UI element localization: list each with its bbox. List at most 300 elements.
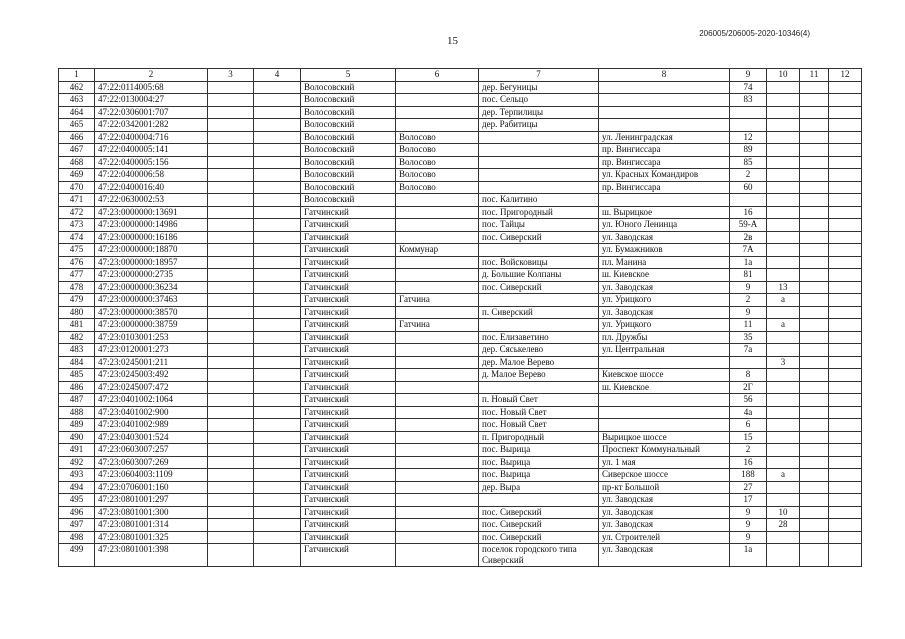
table-cell: Волосовский — [301, 194, 396, 207]
table-cell — [829, 331, 862, 344]
table-cell: 1а — [730, 544, 767, 567]
table-row — [59, 494, 862, 507]
table-cell — [829, 431, 862, 444]
table-cell — [800, 506, 829, 519]
table-cell: пр. Вингиссара — [599, 181, 730, 194]
table-cell: 47:23:0245003:492 — [95, 369, 208, 382]
table-cell — [208, 369, 254, 382]
table-cell — [208, 506, 254, 519]
table-cell — [767, 206, 800, 219]
table-cell — [829, 419, 862, 432]
table-row — [59, 81, 862, 94]
table-row — [59, 144, 862, 157]
table-cell — [254, 369, 301, 382]
table-cell — [800, 219, 829, 232]
table-cell: 471 — [59, 194, 95, 207]
table-cell: пр. Вингиссара — [599, 156, 730, 169]
table-cell — [208, 544, 254, 567]
table-cell: пос. Сельцо — [479, 94, 599, 107]
table-cell: Волосовский — [301, 144, 396, 157]
table-cell — [396, 231, 479, 244]
table-cell — [829, 519, 862, 532]
table-cell — [767, 219, 800, 232]
table-cell: Гатчинский — [301, 506, 396, 519]
table-cell: пос. Сиверский — [479, 531, 599, 544]
table-cell — [254, 231, 301, 244]
table-cell — [396, 344, 479, 357]
table-cell: Гатчинский — [301, 244, 396, 257]
table-cell — [479, 156, 599, 169]
table-cell — [396, 331, 479, 344]
table-cell: 2в — [730, 231, 767, 244]
table-cell: 47:23:0000000:38759 — [95, 319, 208, 332]
table-cell: 74 — [730, 81, 767, 94]
table-cell — [479, 319, 599, 332]
table-cell — [599, 419, 730, 432]
table-cell — [254, 269, 301, 282]
table-cell: 35 — [730, 331, 767, 344]
table-cell: 477 — [59, 269, 95, 282]
table-row — [59, 106, 862, 119]
table-cell: пос. Елизаветино — [479, 331, 599, 344]
table-cell: Сиверское шоссе — [599, 469, 730, 482]
table-cell: дер. Выра — [479, 481, 599, 494]
table-cell: 2Г — [730, 381, 767, 394]
table-cell — [800, 519, 829, 532]
table-cell: Волосовский — [301, 106, 396, 119]
table-cell — [479, 181, 599, 194]
table-cell — [396, 219, 479, 232]
table-cell — [829, 544, 862, 567]
table-cell — [254, 444, 301, 457]
table-cell: 483 — [59, 344, 95, 357]
table-cell — [800, 269, 829, 282]
table-cell — [800, 331, 829, 344]
table-cell: Гатчинский — [301, 531, 396, 544]
table-row — [59, 319, 862, 332]
table-cell — [208, 494, 254, 507]
table-cell: 462 — [59, 81, 95, 94]
table-cell — [254, 119, 301, 132]
table-row — [59, 306, 862, 319]
table-cell: 7А — [730, 244, 767, 257]
table-cell: Гатчинский — [301, 456, 396, 469]
table-cell — [829, 194, 862, 207]
table-cell — [254, 494, 301, 507]
table-cell — [396, 406, 479, 419]
table-cell — [767, 494, 800, 507]
table-cell: 47:22:0306001:707 — [95, 106, 208, 119]
table-cell: 493 — [59, 469, 95, 482]
table-cell — [208, 431, 254, 444]
table-cell: пл. Манина — [599, 256, 730, 269]
table-cell: 468 — [59, 156, 95, 169]
table-cell: 47:23:0000000:16186 — [95, 231, 208, 244]
table-cell: поселок городского типа Сиверский — [479, 544, 599, 567]
table-cell — [396, 281, 479, 294]
table-cell — [254, 244, 301, 257]
table-cell — [767, 194, 800, 207]
table-cell — [800, 81, 829, 94]
table-cell: п. Сиверский — [479, 306, 599, 319]
table-cell: 89 — [730, 144, 767, 157]
table-cell: 47:22:0400004:716 — [95, 131, 208, 144]
table-cell: 9 — [730, 531, 767, 544]
table-row — [59, 94, 862, 107]
table-cell: д. Малое Верево — [479, 369, 599, 382]
table-cell: 497 — [59, 519, 95, 532]
table-cell: ш. Киевское — [599, 269, 730, 282]
table-cell — [800, 194, 829, 207]
table-cell: ул. Красных Командиров — [599, 169, 730, 182]
table-cell: 491 — [59, 444, 95, 457]
table-cell — [800, 181, 829, 194]
table-cell: 481 — [59, 319, 95, 332]
table-cell — [396, 419, 479, 432]
table-cell: 4а — [730, 406, 767, 419]
table-cell — [254, 94, 301, 107]
table-row — [59, 356, 862, 369]
table-row — [59, 181, 862, 194]
table-cell: ул. Бумажников — [599, 244, 730, 257]
table-cell — [767, 106, 800, 119]
table-row — [59, 544, 862, 567]
table-cell — [829, 369, 862, 382]
table-cell — [208, 131, 254, 144]
table-cell: Гатчинский — [301, 406, 396, 419]
table-cell: Гатчинский — [301, 331, 396, 344]
table-cell: 9 — [730, 306, 767, 319]
table-cell — [800, 431, 829, 444]
table-cell — [767, 131, 800, 144]
table-cell — [254, 506, 301, 519]
table-cell: 479 — [59, 294, 95, 307]
table-cell: ул. Заводская — [599, 519, 730, 532]
table-cell — [829, 81, 862, 94]
table-cell — [829, 406, 862, 419]
table-cell — [599, 119, 730, 132]
table-cell — [396, 444, 479, 457]
table-cell: пос. Вырица — [479, 469, 599, 482]
table-cell — [254, 456, 301, 469]
document-number: 206005/206005-2020-10346(4) — [699, 29, 810, 38]
table-cell — [599, 94, 730, 107]
table-cell: 47:23:0801001:314 — [95, 519, 208, 532]
table-cell — [208, 519, 254, 532]
table-cell — [767, 331, 800, 344]
table-cell — [829, 494, 862, 507]
table-row — [59, 456, 862, 469]
table-cell — [767, 456, 800, 469]
table-cell — [800, 444, 829, 457]
table-cell: ул. Заводская — [599, 506, 730, 519]
table-cell — [208, 319, 254, 332]
column-header: 8 — [599, 69, 730, 82]
table-cell: пос. Калитино — [479, 194, 599, 207]
table-cell: ул. Заводская — [599, 306, 730, 319]
table-cell: 47:23:0103001:253 — [95, 331, 208, 344]
table-cell: 494 — [59, 481, 95, 494]
table-cell: Волосовский — [301, 169, 396, 182]
column-header: 5 — [301, 69, 396, 82]
table-cell: Волосово — [396, 169, 479, 182]
table-cell — [800, 281, 829, 294]
table-cell — [208, 481, 254, 494]
table-cell — [396, 469, 479, 482]
table-cell — [800, 94, 829, 107]
table-cell: 47:22:0400006:58 — [95, 169, 208, 182]
table-cell — [396, 106, 479, 119]
table-cell: 465 — [59, 119, 95, 132]
table-cell — [254, 381, 301, 394]
table-cell: Волосовский — [301, 181, 396, 194]
table-cell: Гатчина — [396, 319, 479, 332]
table-cell — [208, 106, 254, 119]
table-cell — [396, 544, 479, 567]
table-cell: 81 — [730, 269, 767, 282]
table-cell — [396, 119, 479, 132]
table-cell — [254, 431, 301, 444]
table-cell — [800, 156, 829, 169]
table-row — [59, 481, 862, 494]
table-cell: 47:23:0000000:18957 — [95, 256, 208, 269]
table-cell — [396, 481, 479, 494]
table-cell — [599, 356, 730, 369]
table-cell: Гатчинский — [301, 519, 396, 532]
table-cell: Гатчинский — [301, 356, 396, 369]
table-row — [59, 156, 862, 169]
table-cell — [767, 144, 800, 157]
table-cell: Гатчинский — [301, 494, 396, 507]
table-cell: п. Пригородный — [479, 431, 599, 444]
table-cell — [800, 381, 829, 394]
table-row — [59, 256, 862, 269]
table-cell — [829, 256, 862, 269]
table-cell: пос. Пригородный — [479, 206, 599, 219]
table-cell: ш. Вырицкое — [599, 206, 730, 219]
table-cell — [829, 231, 862, 244]
table-cell: пос. Вырица — [479, 456, 599, 469]
table-cell — [254, 406, 301, 419]
table-cell — [396, 306, 479, 319]
table-cell — [254, 394, 301, 407]
table-cell: пос. Сиверский — [479, 506, 599, 519]
table-cell: 83 — [730, 94, 767, 107]
table-cell — [208, 119, 254, 132]
table-cell — [767, 381, 800, 394]
table-cell: ул. Ленинградская — [599, 131, 730, 144]
table-cell: 3 — [767, 356, 800, 369]
table-cell: Гатчинский — [301, 419, 396, 432]
table-cell — [396, 494, 479, 507]
table-cell: дер. Сяськелево — [479, 344, 599, 357]
table-cell — [767, 531, 800, 544]
table-cell: ул. Центральная — [599, 344, 730, 357]
table-row — [59, 419, 862, 432]
table-cell — [829, 281, 862, 294]
table-cell — [208, 256, 254, 269]
table-cell — [800, 294, 829, 307]
table-cell: Коммунар — [396, 244, 479, 257]
table-row — [59, 344, 862, 357]
table-cell — [208, 456, 254, 469]
table-cell: пос. Войсковицы — [479, 256, 599, 269]
table-cell — [800, 319, 829, 332]
table-cell — [479, 169, 599, 182]
table-cell — [599, 194, 730, 207]
table-cell — [800, 119, 829, 132]
column-header: 12 — [829, 69, 862, 82]
table-cell — [800, 231, 829, 244]
table-cell — [800, 456, 829, 469]
table-cell: дер. Рабитицы — [479, 119, 599, 132]
table-cell — [829, 381, 862, 394]
table-cell: Гатчинский — [301, 469, 396, 482]
table-cell — [208, 81, 254, 94]
table-cell — [800, 419, 829, 432]
table-cell — [829, 469, 862, 482]
table-cell: 6 — [730, 419, 767, 432]
table-cell: Гатчинский — [301, 256, 396, 269]
table-cell: дер. Терпилицы — [479, 106, 599, 119]
table-cell — [396, 369, 479, 382]
table-cell: 490 — [59, 431, 95, 444]
table-cell: 11 — [730, 319, 767, 332]
table-cell — [829, 306, 862, 319]
table-cell: Проспект Коммунальный — [599, 444, 730, 457]
table-cell: Гатчинский — [301, 544, 396, 567]
table-cell: Киевское шоссе — [599, 369, 730, 382]
table-cell: пос. Сиверский — [479, 519, 599, 532]
table-cell: 47:23:0801001:325 — [95, 531, 208, 544]
table-cell — [208, 231, 254, 244]
table-cell — [730, 194, 767, 207]
table-cell: ул. Заводская — [599, 231, 730, 244]
table-cell: 60 — [730, 181, 767, 194]
table-cell — [254, 519, 301, 532]
table-cell — [829, 269, 862, 282]
table-cell — [829, 319, 862, 332]
table-cell: дер. Бегуницы — [479, 81, 599, 94]
table-row — [59, 531, 862, 544]
table-cell: Волосово — [396, 131, 479, 144]
table-cell — [208, 169, 254, 182]
table-cell — [254, 106, 301, 119]
table-cell: Гатчинский — [301, 281, 396, 294]
table-cell — [254, 344, 301, 357]
table-cell: 47:23:0120001:273 — [95, 344, 208, 357]
table-cell — [479, 494, 599, 507]
table-cell: 47:23:0245001:211 — [95, 356, 208, 369]
table-cell: 27 — [730, 481, 767, 494]
table-cell — [829, 94, 862, 107]
table-cell — [479, 294, 599, 307]
table-cell: дер. Малое Верево — [479, 356, 599, 369]
table-cell — [208, 306, 254, 319]
table-cell — [767, 269, 800, 282]
table-cell — [800, 306, 829, 319]
table-cell: 47:23:0603007:257 — [95, 444, 208, 457]
table-cell: 47:22:0400016:40 — [95, 181, 208, 194]
table-cell: Гатчинский — [301, 306, 396, 319]
table-row — [59, 331, 862, 344]
table-cell — [800, 169, 829, 182]
table-cell: 59-А — [730, 219, 767, 232]
table-cell — [208, 356, 254, 369]
table-row — [59, 219, 862, 232]
table-cell: п. Новый Свет — [479, 394, 599, 407]
table-cell — [254, 469, 301, 482]
table-cell — [829, 506, 862, 519]
table-cell: 47:22:0400005:141 — [95, 144, 208, 157]
table-cell — [800, 469, 829, 482]
table-cell — [829, 394, 862, 407]
table-cell — [829, 531, 862, 544]
table-cell — [800, 206, 829, 219]
table-cell — [254, 281, 301, 294]
table-cell: 28 — [767, 519, 800, 532]
table-cell: 47:22:0630002:53 — [95, 194, 208, 207]
table-cell — [396, 81, 479, 94]
table-cell: 487 — [59, 394, 95, 407]
column-header: 9 — [730, 69, 767, 82]
table-cell — [829, 344, 862, 357]
register-table — [58, 68, 862, 567]
table-row — [59, 506, 862, 519]
table-cell: 467 — [59, 144, 95, 157]
table-cell: 476 — [59, 256, 95, 269]
table-cell: Вырицкое шоссе — [599, 431, 730, 444]
table-cell: 464 — [59, 106, 95, 119]
table-cell — [254, 144, 301, 157]
table-cell: 47:23:0401002:900 — [95, 406, 208, 419]
table-row — [59, 431, 862, 444]
table-cell: 492 — [59, 456, 95, 469]
table-cell — [829, 119, 862, 132]
table-row — [59, 194, 862, 207]
table-row — [59, 131, 862, 144]
table-cell: Гатчинский — [301, 431, 396, 444]
column-header: 11 — [800, 69, 829, 82]
table-cell — [767, 306, 800, 319]
table-cell: 47:23:0000000:18870 — [95, 244, 208, 257]
table-cell: пос. Сиверский — [479, 281, 599, 294]
table-row — [59, 294, 862, 307]
table-cell: 472 — [59, 206, 95, 219]
table-cell — [599, 81, 730, 94]
table-cell: 499 — [59, 544, 95, 567]
table-cell: 9 — [730, 519, 767, 532]
table-cell: 2 — [730, 169, 767, 182]
table-cell: пр. Вингиссара — [599, 144, 730, 157]
table-cell — [208, 294, 254, 307]
table-cell: пл. Дружбы — [599, 331, 730, 344]
table-cell: Гатчинский — [301, 269, 396, 282]
table-row — [59, 169, 862, 182]
table-cell — [208, 244, 254, 257]
table-cell — [829, 456, 862, 469]
table-cell: 47:23:0801001:398 — [95, 544, 208, 567]
table-cell — [479, 381, 599, 394]
table-cell — [396, 206, 479, 219]
table-cell — [254, 319, 301, 332]
table-cell: 47:22:0130004:27 — [95, 94, 208, 107]
table-cell — [800, 356, 829, 369]
column-header: 10 — [767, 69, 800, 82]
table-cell: 10 — [767, 506, 800, 519]
table-cell — [800, 406, 829, 419]
table-cell — [254, 419, 301, 432]
